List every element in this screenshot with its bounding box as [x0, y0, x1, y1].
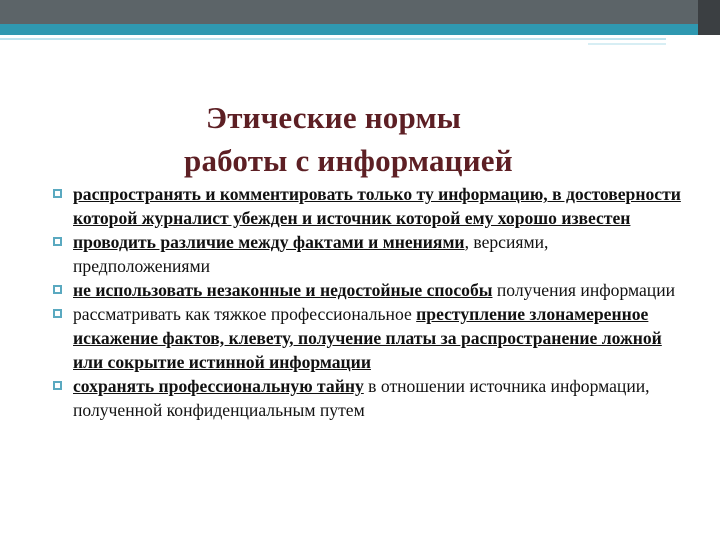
bullet-item-5	[53, 374, 683, 422]
bullet-item-1	[53, 182, 683, 230]
bullet-list	[53, 182, 683, 422]
bullet-5-text: в отношении источника информации, полученной конфиденциальным путем	[73, 376, 650, 420]
bullet-3-emphasis: не использовать незаконные и недостойные способы	[73, 280, 493, 300]
bullet-item-2	[53, 230, 683, 278]
slide-title-line-2: работы с информацией	[184, 143, 513, 179]
header-bar-dark	[0, 0, 720, 24]
bullet-1-text: распространять и комментировать только ту информацию, в достоверности которой журналист убежден и источник которой ему хорошо известен	[73, 184, 681, 228]
bullet-item-4	[53, 302, 683, 374]
bullet-2-emphasis: проводить различие между фактами и мнениями	[73, 232, 465, 252]
bullet-3-text: получения информации	[492, 280, 676, 300]
header-rule	[0, 38, 666, 40]
square-bullet-icon	[53, 381, 62, 390]
square-bullet-icon	[53, 189, 62, 198]
header-bar-accent	[0, 24, 720, 35]
header-corner-block	[698, 0, 720, 35]
slide-title	[150, 96, 670, 183]
bullet-5-emphasis: сохранять профессиональную тайну	[73, 376, 364, 396]
bullet-2-text: , версиями, предположениями	[73, 232, 549, 276]
header-rule-short	[588, 43, 666, 45]
square-bullet-icon	[53, 285, 62, 294]
slide-title-line-1: Этические нормы	[206, 100, 462, 135]
square-bullet-icon	[53, 237, 62, 246]
bullet-4-text: рассматривать как тяжкое профессиональное	[73, 304, 417, 324]
square-bullet-icon	[53, 309, 62, 318]
bullet-4-emphasis: преступление злонамеренное искажение фактов, клевету, получение платы за распространение ложной или сокрытие истинной информации	[73, 304, 662, 372]
bullet-item-3	[53, 278, 683, 302]
